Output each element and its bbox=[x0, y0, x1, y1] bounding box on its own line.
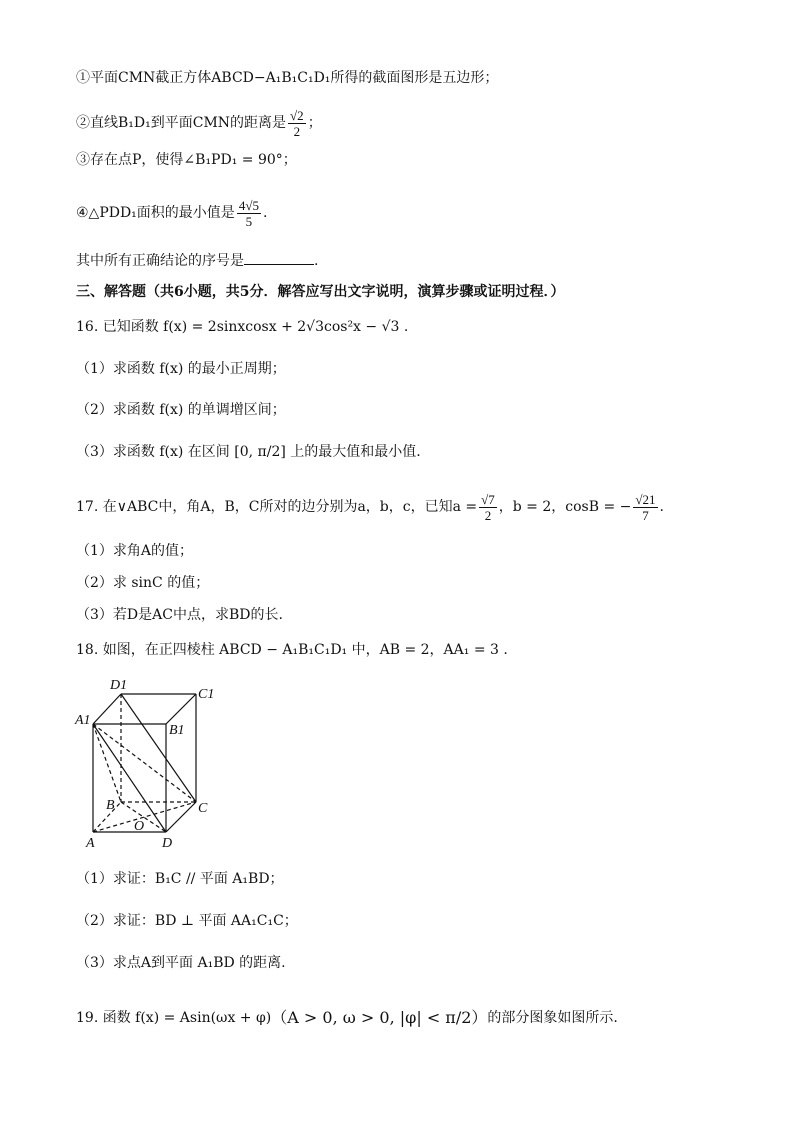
q19-stem bbox=[76, 1000, 618, 1036]
q19-condition-text: A > 0, ω > 0, |φ| < π/2 bbox=[287, 1008, 472, 1027]
frac-den: 5 bbox=[245, 213, 253, 229]
q16-part-3-text-a: （3）求函数 f(x) 在区间 bbox=[76, 444, 230, 460]
q15-item-4-text: ④△PDD₁面积的最小值是 bbox=[76, 205, 235, 221]
label-c: C bbox=[198, 801, 208, 816]
q16-part-1: （1）求函数 f(x) 的最小正周期； bbox=[76, 361, 286, 377]
frac-num: √2 bbox=[290, 107, 304, 123]
frac-num: √21 bbox=[635, 491, 656, 507]
q15-item-1-text: ①平面CMN截正方体ABCD−A₁B₁C₁D₁所得的截面图形是五边形； bbox=[76, 70, 499, 86]
fraction-4sqrt5-over-5 bbox=[237, 198, 261, 229]
q18-stem: 18. 如图，在正四棱柱 ABCD − A₁B₁C₁D₁ 中，AB = 2，AA₁ = 3 . bbox=[76, 642, 508, 658]
q15-item-2 bbox=[76, 103, 322, 143]
diag-b1c bbox=[121, 694, 196, 802]
frac-num: √7 bbox=[481, 491, 495, 507]
q19-stem-text-b: 的部分图象如图所示. bbox=[487, 1010, 618, 1026]
q18-part-1: （1）求证：B₁C // 平面 A₁BD； bbox=[76, 871, 284, 887]
label-b1: B1 bbox=[169, 723, 185, 738]
label-o: O bbox=[134, 819, 145, 834]
answer-blank bbox=[244, 250, 314, 265]
label-a1: A1 bbox=[75, 713, 91, 728]
edge-d1a1 bbox=[93, 694, 121, 724]
label-c1: C1 bbox=[198, 687, 215, 702]
q17-part-2: （2）求 sinC 的值； bbox=[76, 575, 210, 591]
frac-num: 4√5 bbox=[238, 197, 259, 213]
label-d: D bbox=[162, 836, 173, 850]
q18-part-2: （2）求证：BD ⊥ 平面 AA₁C₁C； bbox=[76, 913, 298, 929]
section-3-header: 三、解答题（共6小题，共5分．解答应写出文字说明，演算步骤或证明过程．） bbox=[76, 284, 565, 300]
q17-stem-text-a: 17. 在∨ABC中，角A，B，C所对的边分别为a，b，c，已知a = bbox=[76, 499, 478, 515]
q15-item-3-text: ③存在点P，使得∠B₁PD₁ = 90°； bbox=[76, 152, 297, 168]
q16-interval: [0, π/2] bbox=[234, 444, 286, 460]
frac-den: 2 bbox=[293, 123, 301, 139]
frac-den: 7 bbox=[642, 507, 649, 523]
q16-stem: 16. 已知函数 f(x) = 2sinxcosx + 2√3cos²x − √3 . bbox=[76, 319, 409, 335]
q17-part-1: （1）求角A的值； bbox=[76, 543, 194, 559]
label-a: A bbox=[86, 836, 95, 850]
q18-part-3: （3）求点A到平面 A₁BD 的距离. bbox=[76, 955, 286, 971]
edge-b1c1 bbox=[166, 694, 196, 724]
q17-stem bbox=[76, 487, 664, 527]
frac-den: 2 bbox=[484, 507, 492, 523]
q17-part-3: （3）若D是AC中点，求BD的长. bbox=[76, 607, 283, 623]
q16-part-3 bbox=[76, 442, 421, 462]
fraction-sqrt21-over-7 bbox=[633, 492, 657, 523]
q15-item-1 bbox=[76, 68, 498, 88]
q19-stem-text-a: 19. 函数 f(x) = Asin(ωx + φ) bbox=[76, 1010, 272, 1026]
fraction-sqrt7-over-2 bbox=[479, 492, 497, 523]
q19-condition: （A > 0, ω > 0, |φ| < π/2） bbox=[271, 1008, 488, 1027]
period: . bbox=[262, 205, 268, 221]
label-d1: D1 bbox=[110, 678, 128, 693]
q15-item-2-text: ②直线B₁D₁到平面CMN的距离是 bbox=[76, 115, 287, 131]
q15-item-4 bbox=[76, 193, 267, 233]
period: . bbox=[314, 253, 319, 269]
q17-stem-text-b: ，b = 2，cosB = − bbox=[498, 499, 632, 515]
label-b: B bbox=[106, 798, 115, 813]
q17-stem-text-c: . bbox=[659, 499, 664, 515]
prism-figure bbox=[72, 672, 222, 850]
q16-part-3-text-b: 上的最大值和最小值. bbox=[290, 444, 421, 460]
q15-tail bbox=[76, 250, 318, 271]
diag-a1b-hidden bbox=[93, 724, 121, 802]
fraction-sqrt2-over-2 bbox=[288, 108, 306, 139]
q15-item-3 bbox=[76, 150, 297, 170]
q15-tail-text: 其中所有正确结论的序号是 bbox=[76, 253, 244, 269]
diag-a1d bbox=[93, 724, 166, 832]
q16-part-2: （2）求函数 f(x) 的单调增区间； bbox=[76, 402, 286, 418]
semicolon: ； bbox=[307, 115, 322, 131]
